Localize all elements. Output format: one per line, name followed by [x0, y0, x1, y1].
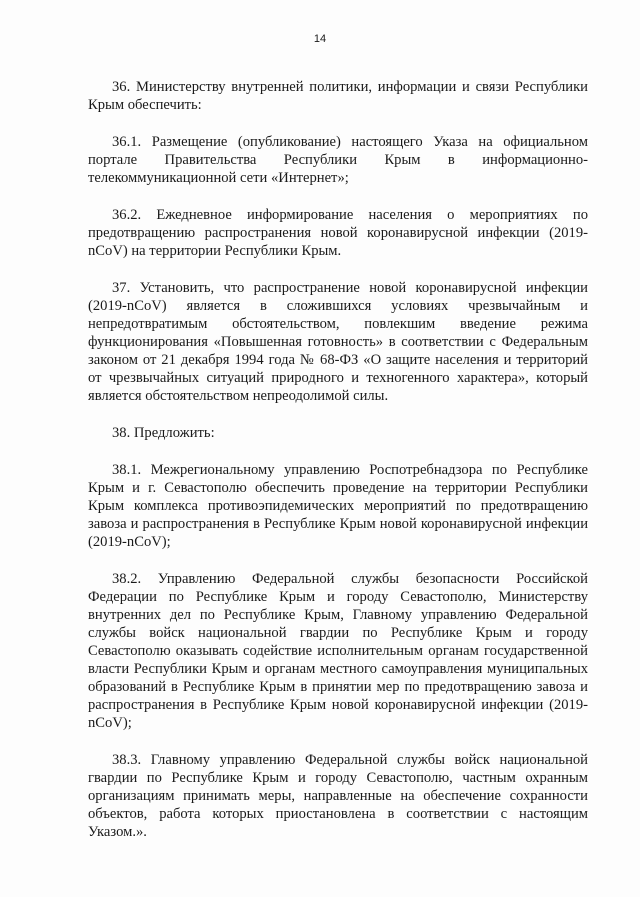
paragraph-38-1: 38.1. Межрегиональному управлению Роспотребнадзора по Республике Крым и г. Севастополю обеспечить проведение на территории Республики Крым комплекса противоэпидемических мероприятий по предотвращению завоза и распространения в Республике Крым новой коронавирусной инфекции (2019-nCoV);: [88, 462, 588, 550]
paragraph-36: 36. Министерству внутренней политики, информации и связи Республики Крым обеспечить:: [88, 79, 588, 113]
document-body: [88, 78, 588, 860]
paragraph-38-3: 38.3. Главному управлению Федеральной службы войск национальной гвардии по Республике Крым и городу Севастополю, частным охранным организациям принимать меры, направленные на обеспечение сохранности объектов, работа которых приостановлена в соответствии с настоящим Указом.».: [88, 752, 588, 840]
paragraph-36-2: 36.2. Ежедневное информирование населения о мероприятиях по предотвращению распространения новой коронавирусной инфекции (2019-nCoV) на территории Республики Крым.: [88, 207, 588, 259]
paragraph-36-1: 36.1. Размещение (опубликование) настоящего Указа на официальном портале Правительства Республики Крым в информационно-телекоммуникационной сети «Интернет»;: [88, 134, 588, 186]
paragraph-38-2: 38.2. Управлению Федеральной службы безопасности Российской Федерации по Республике Крым и городу Севастополю, Министерству внутренних дел по Республике Крым, Главному управлению Федеральной службы войск национальной гвардии по Республике Крым и городу Севастополю оказывать содействие исполнительным органам государственной власти Республики Крым и органам местного самоуправления муниципальных образований в Республике Крым в принятии мер по предотвращению завоза и распространения в Республике Крым новой коронавирусной инфекции (2019-nCoV);: [88, 571, 588, 731]
paragraph-38: 38. Предложить:: [112, 425, 215, 441]
page-number: 14: [313, 33, 327, 45]
paragraph-37: 37. Установить, что распространение новой коронавирусной инфекции (2019-nCoV) является в сложившихся условиях чрезвычайным и непредотвратимым обстоятельством, повлекшим введение режима функционирования «Повышенная готовность» в соответствии с Федеральным законом от 21 декабря 1994 года № 68-ФЗ «О защите населения и территорий от чрезвычайных ситуаций природного и техногенного характера», который является обстоятельством непреодолимой силы.: [88, 280, 588, 404]
